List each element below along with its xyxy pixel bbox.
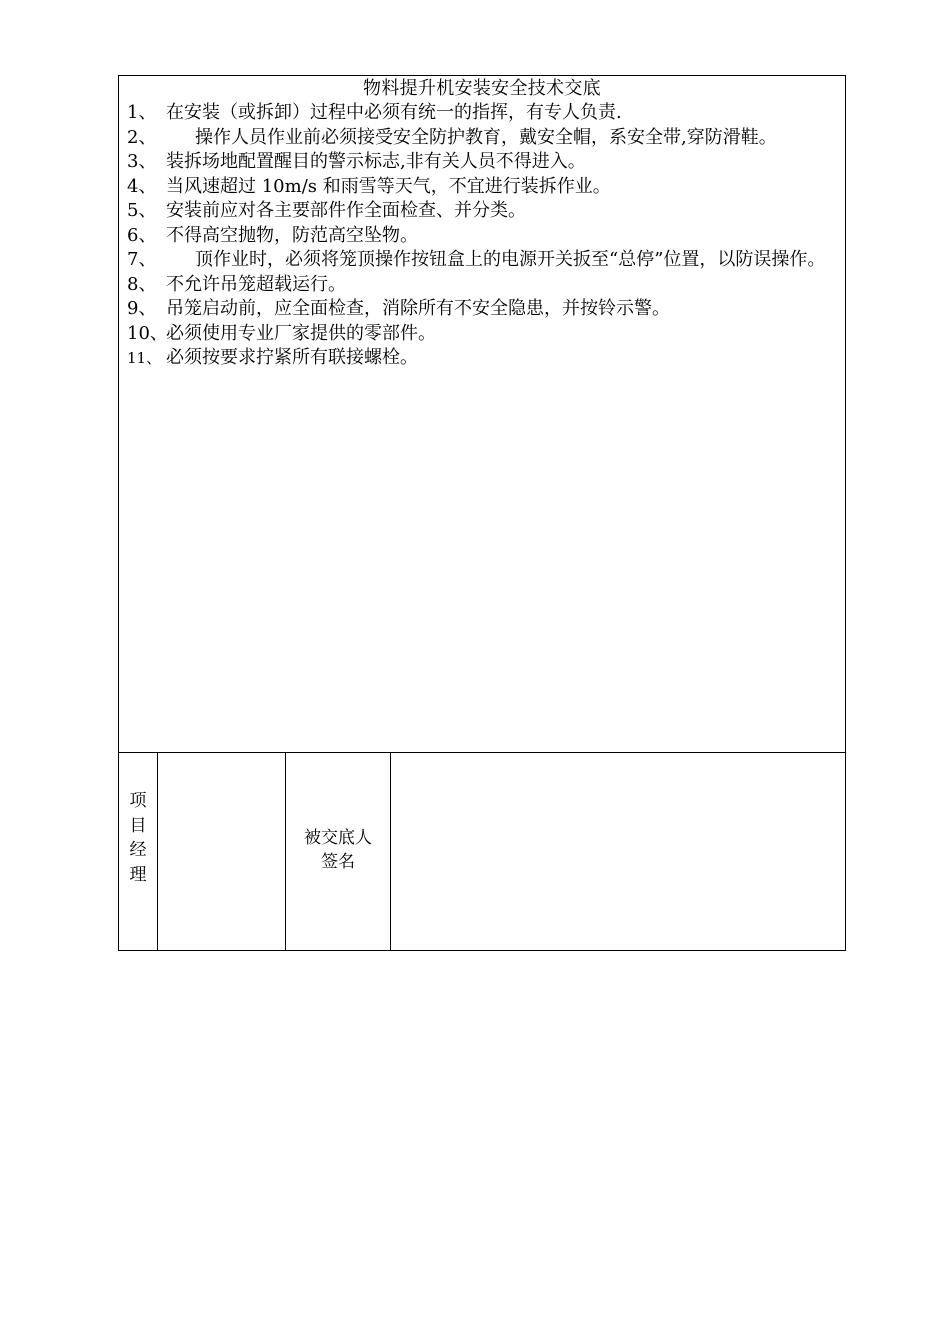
item-number: 8、 xyxy=(127,273,157,295)
list-item xyxy=(127,346,839,371)
item-number: 2、 xyxy=(127,126,157,148)
project-manager-label xyxy=(119,789,157,887)
item-number: 9、 xyxy=(127,298,157,319)
item-text: 装拆场地配置醒目的警示标志,非有关人员不得进入。 xyxy=(166,151,586,172)
label-char: 经 xyxy=(129,840,147,860)
document-title: 物料提升机安装安全技术交底 xyxy=(363,78,601,99)
item-text: 顶作业时，必须将笼顶操作按钮盒上的电源开关扳至“总停”位置，以防误操作。 xyxy=(195,249,826,270)
item-number: 4、 xyxy=(127,175,157,197)
list-item xyxy=(127,175,839,200)
item-number: 6、 xyxy=(127,224,157,246)
label-char: 理 xyxy=(129,864,147,885)
project-manager-signature-field[interactable] xyxy=(158,753,286,950)
label-char: 项 xyxy=(129,791,147,811)
item-number: 3、 xyxy=(127,151,157,172)
recipient-label-cell xyxy=(286,753,391,950)
recipient-signature-field[interactable] xyxy=(391,753,845,950)
item-number: 1、 xyxy=(127,102,157,123)
signature-row xyxy=(119,753,845,950)
item-text: 在安装（或拆卸）过程中必须有统一的指挥，有专人负责. xyxy=(166,102,622,123)
list-item xyxy=(127,273,839,298)
item-number: 5、 xyxy=(127,200,157,221)
item-list xyxy=(127,101,839,371)
list-item xyxy=(127,199,839,224)
item-text: 必须使用专业厂家提供的零部件。 xyxy=(166,322,436,344)
project-manager-label-cell xyxy=(119,753,158,950)
label-line: 被交底人 xyxy=(304,828,372,848)
item-text: 不允许吊笼超载运行。 xyxy=(166,273,346,295)
item-text: 吊笼启动前，应全面检查，消除所有不安全隐患，并按铃示警。 xyxy=(166,298,670,319)
list-item xyxy=(127,322,839,347)
list-item xyxy=(127,224,839,249)
item-number: 11、 xyxy=(127,349,162,367)
label-line: 签名 xyxy=(321,852,355,872)
item-number: 10、 xyxy=(127,322,168,344)
item-number: 7、 xyxy=(127,249,157,270)
item-text: 必须按要求拧紧所有联接螺栓。 xyxy=(166,347,418,368)
content-cell xyxy=(119,76,845,753)
list-item xyxy=(127,150,839,175)
safety-disclosure-table xyxy=(118,75,846,951)
list-item xyxy=(127,297,839,322)
list-item xyxy=(127,248,839,273)
item-text: 操作人员作业前必须接受安全防护教育，戴安全帽，系安全带,穿防滑鞋。 xyxy=(195,126,777,148)
item-text: 安装前应对各主要部件作全面检查、并分类。 xyxy=(166,200,526,221)
recipient-signature-label xyxy=(286,826,390,874)
list-item xyxy=(127,101,839,126)
label-char: 目 xyxy=(129,815,147,836)
item-text: 不得高空抛物，防范高空坠物。 xyxy=(166,224,418,246)
item-text: 当风速超过 10m/s 和雨雪等天气，不宜进行装拆作业。 xyxy=(166,175,611,197)
list-item xyxy=(127,126,839,151)
